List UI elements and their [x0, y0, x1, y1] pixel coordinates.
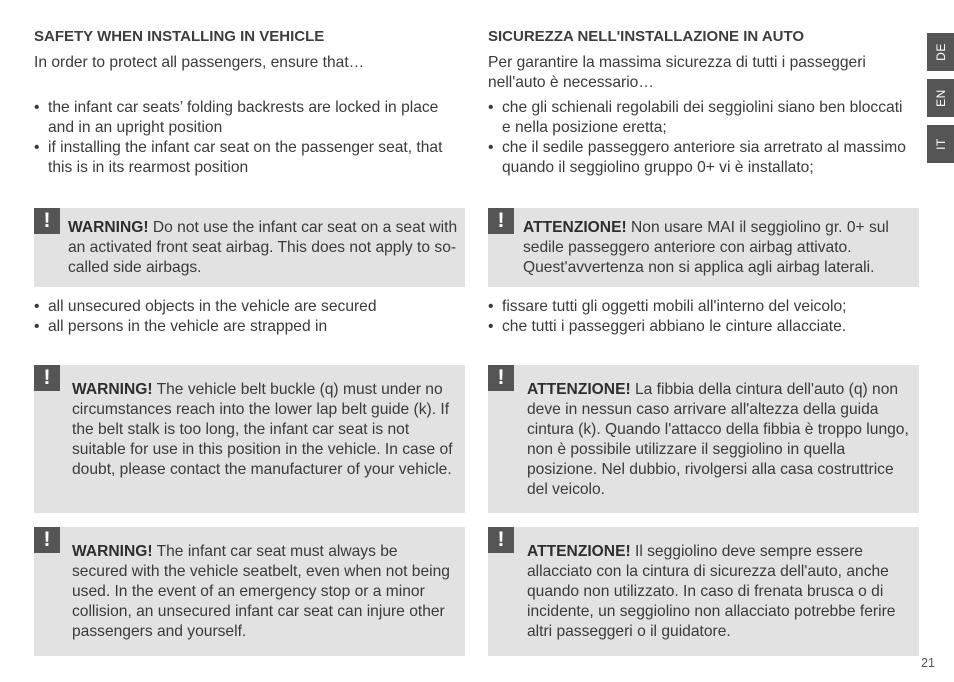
warning-label: WARNING!	[72, 381, 153, 398]
warning-label: ATTENZIONE!	[527, 543, 631, 560]
section-heading: SAFETY WHEN INSTALLING IN VEHICLE	[34, 28, 325, 45]
list-item: • all unsecured objects in the vehicle are secured	[34, 297, 454, 317]
list-item: • che tutti i passeggeri abbiano le cinture allacciate.	[488, 317, 908, 337]
warning-box-1	[488, 208, 919, 287]
warning-body: The infant car seat must always be secured with the vehicle seatbelt, even when not being used. In the event of an emergency stop or a minor collision, an unsecured infant car seat can injure other passengers and yourself.	[72, 543, 450, 640]
language-tab-de[interactable]: DE	[927, 33, 954, 71]
intro-text: In order to protect all passengers, ensure that…	[34, 54, 365, 71]
warning-exclamation-icon: !	[488, 365, 514, 391]
warning-text	[72, 542, 457, 642]
list-item: • the infant car seats’ folding backrests are locked in place and in an upright position	[34, 98, 454, 138]
warning-exclamation-icon: !	[34, 208, 60, 234]
checklist-1	[34, 98, 454, 178]
warning-text	[68, 218, 460, 278]
warning-box-3	[488, 527, 919, 656]
warning-text	[523, 218, 915, 278]
warning-label: ATTENZIONE!	[527, 381, 631, 398]
warning-body: The vehicle belt buckle (q) must under no circumstances reach into the lower lap belt guide (k). If the belt stalk is too long, the infant car seat is not suitable for use in this position in the vehicle. In case of doubt, please contact the manufacturer of your vehicle.	[72, 381, 453, 478]
section-heading: SICUREZZA NELL'INSTALLAZIONE IN AUTO	[488, 28, 805, 45]
list-item: • che il sedile passeggero anteriore sia arretrato al massimo quando il seggiolino gruppo 0+ vi è installato;	[488, 138, 913, 178]
checklist-1	[488, 98, 913, 178]
language-tab-en[interactable]: EN	[927, 79, 954, 117]
warning-body: Il seggiolino deve sempre essere allacciato con la cintura di sicurezza dell'auto, anche quando non utilizzato. In caso di frenata brusca o di incidente, un seggiolino non allacciato potrebbe ferire altri passeggeri o il guidatore.	[527, 543, 896, 640]
warning-exclamation-icon: !	[488, 527, 514, 553]
warning-text	[72, 380, 457, 480]
warning-box-3	[34, 527, 465, 656]
warning-text	[527, 380, 915, 500]
checklist-2	[34, 297, 454, 337]
warning-label: ATTENZIONE!	[523, 219, 627, 236]
warning-label: WARNING!	[68, 219, 149, 236]
warning-text	[527, 542, 912, 642]
warning-exclamation-icon: !	[34, 527, 60, 553]
list-item: • fissare tutti gli oggetti mobili all'interno del veicolo;	[488, 297, 908, 317]
warning-box-2	[488, 365, 919, 513]
warning-body: La fibbia della cintura dell'auto (q) non deve in nessun caso arrivare all'altezza della guida cintura (k). Quando l'attacco della fibbia è troppo lungo, non è possibile utilizzare il seggiolino in quella posizione. Nel dubbio, rivolgersi alla casa costruttrice del veicolo.	[527, 381, 909, 498]
warning-body: Non usare MAI il seggiolino gr. 0+ sul sedile passeggero anteriore con airbag attivato. Quest'avvertenza non si applica agli airbag laterali.	[523, 219, 889, 276]
warning-body: Do not use the infant car seat on a seat with an activated front seat airbag. This does not apply to so-called side airbags.	[68, 219, 458, 276]
list-item: • che gli schienali regolabili dei seggiolini siano ben bloccati e nella posizione eretta;	[488, 98, 913, 138]
list-item: • if installing the infant car seat on the passenger seat, that this is in its rearmost position	[34, 138, 454, 178]
warning-box-2	[34, 365, 465, 513]
language-tab-it[interactable]: IT	[927, 125, 954, 163]
list-item: • all persons in the vehicle are strapped in	[34, 317, 454, 337]
warning-box-1	[34, 208, 465, 287]
warning-exclamation-icon: !	[488, 208, 514, 234]
warning-exclamation-icon: !	[34, 365, 60, 391]
page-number: 21	[921, 656, 935, 670]
intro-text: Per garantire la massima sicurezza di tutti i passeggeri nell'auto è necessario…	[488, 54, 866, 91]
warning-label: WARNING!	[72, 543, 153, 560]
checklist-2	[488, 297, 908, 337]
